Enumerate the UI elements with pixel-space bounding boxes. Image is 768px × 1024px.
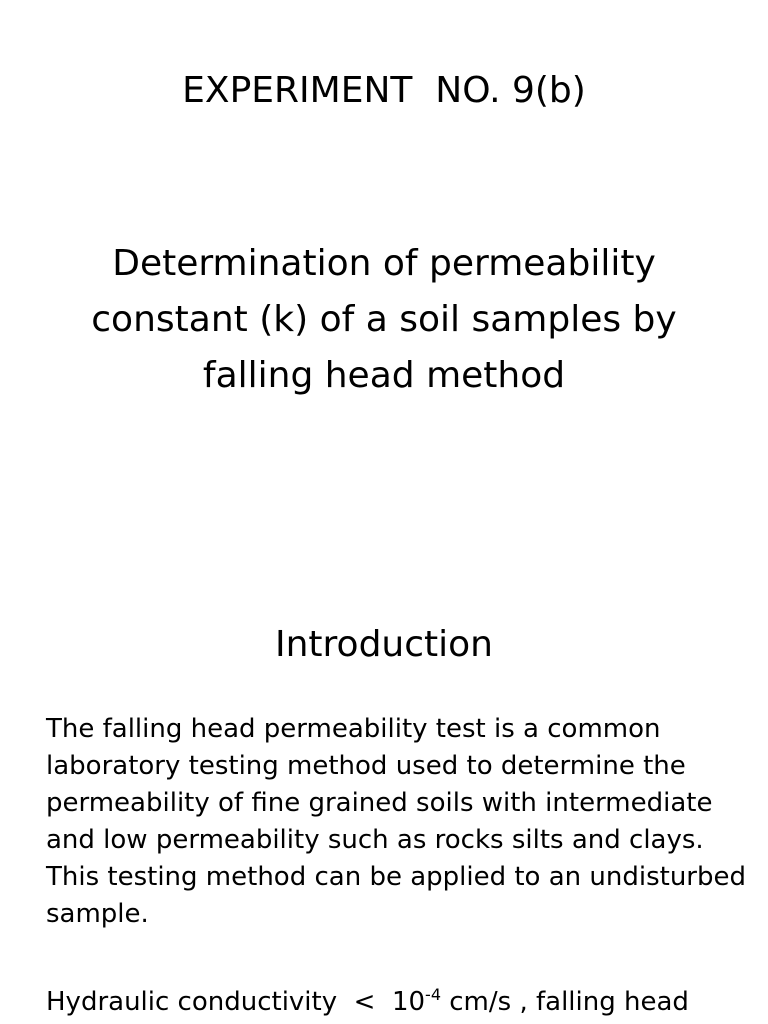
conductivity-prefix: Hydraulic conductivity < 10 (46, 987, 426, 1017)
conductivity-exponent: -4 (425, 985, 441, 1004)
introduction-paragraph: The falling head permeability test is a common laboratory testing method used to determine the permeability of fine grained soils with intermediate and low permeability such as rocks silts and clays. This testing method can be applied to an undisturbed sample. (46, 714, 746, 929)
introduction-slide (0, 600, 768, 1024)
experiment-subtitle: Determination of permeability constant (k) of a soil samples by falling head method (91, 243, 677, 396)
conductivity-suffix: cm/s , falling head (441, 987, 689, 1017)
hydraulic-conductivity-line (46, 984, 756, 1021)
introduction-heading: Introduction (274, 624, 493, 665)
experiment-title: EXPERIMENT NO. 9(b) (182, 70, 586, 111)
